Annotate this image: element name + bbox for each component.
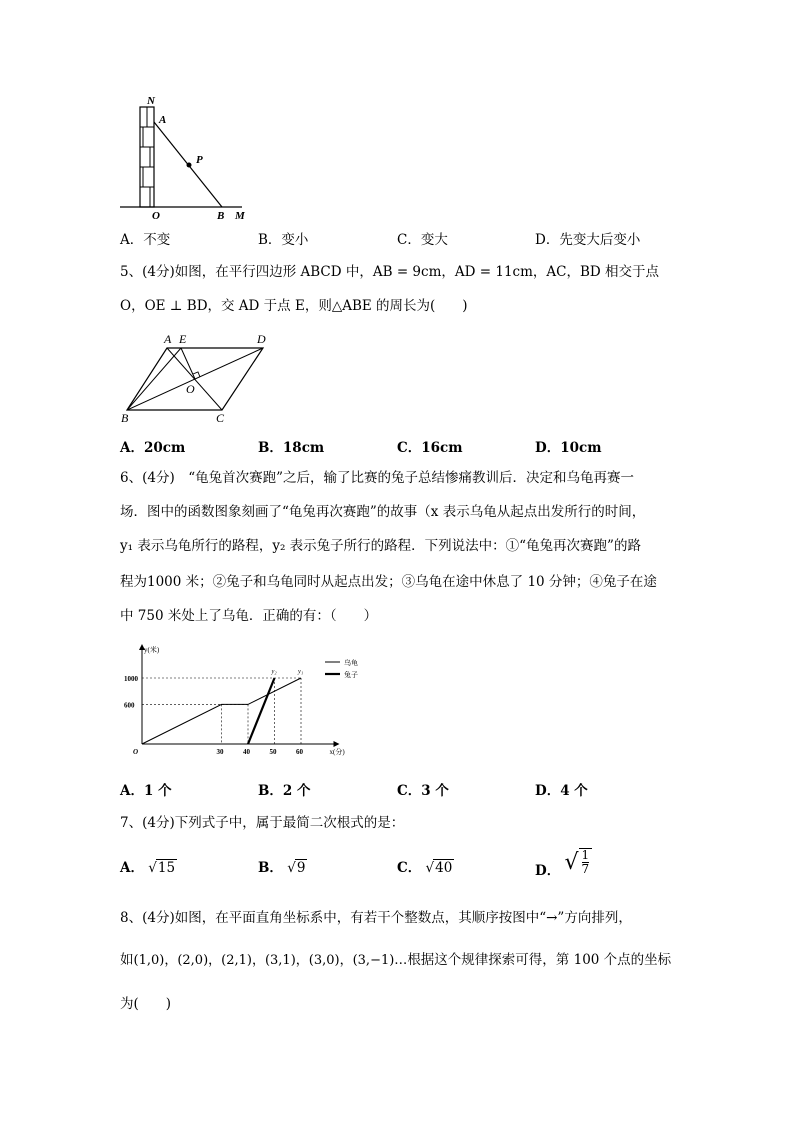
q6-stem-line1: 6、(4分) “龟兔首次赛跑”之后，输了比赛的兔子总结惨痛教训后．决定和乌龟再赛一 — [120, 470, 635, 486]
q7-option-a[interactable]: A． √15 — [120, 860, 176, 876]
series-label-y1: y₁ — [298, 668, 304, 675]
svg-text:O: O — [186, 382, 195, 396]
label-o: O — [152, 210, 160, 222]
series-label-y2: y₂ — [271, 668, 277, 675]
x-tick-50: 50 — [269, 748, 277, 756]
label-p: P — [196, 154, 203, 166]
q4-option-d[interactable]: D．先变大后变小 — [535, 232, 641, 248]
sqrt-symbol: √9 — [287, 860, 306, 876]
x-tick-60: 60 — [296, 748, 303, 756]
x-tick-40: 40 — [243, 748, 250, 756]
q5-option-a[interactable]: A．20cm — [120, 440, 186, 456]
sqrt-fraction: √ — [564, 850, 579, 875]
q6-stem-line3: y₁ 表示乌龟所行的路程，y₂ 表示兔子所行的路程．下列说法中：①“龟兔再次赛跑”的路 — [120, 538, 641, 554]
q7-stem: 7、(4分)下列式子中，属于最简二次根式的是： — [120, 815, 405, 831]
label-a: A — [159, 114, 167, 126]
sqrt-symbol: √15 — [148, 860, 176, 876]
x-axis-arrow — [334, 741, 340, 747]
q4-figure — [110, 92, 260, 222]
sqrt-symbol: √40 — [425, 860, 453, 876]
y-tick-1000: 1000 — [124, 675, 138, 683]
y-tick-600: 600 — [124, 701, 135, 710]
q7-option-c[interactable]: C． √40 — [397, 860, 453, 876]
q8-stem-line2: 如(1,0)，(2,0)，(2,1)，(3,1)，(3,0)，(3,−1)…根据这个规律探索可得，第 100 个点的坐标 — [120, 952, 672, 968]
q4-option-a[interactable]: A．不变 — [120, 232, 171, 248]
legend-label-1: 兔子 — [344, 671, 358, 679]
origin-label: O — [133, 748, 139, 756]
q7-option-d[interactable]: D． √ $\frac{1}{7}$ — [535, 846, 592, 876]
legend-label-0: 乌龟 — [344, 659, 358, 667]
q5-option-b[interactable]: B．18cm — [258, 440, 325, 456]
svg-text:A: A — [164, 332, 172, 346]
q6-option-d[interactable]: D．4 个 — [535, 783, 588, 799]
q4-option-b[interactable]: B．变小 — [258, 232, 309, 248]
q4-option-c[interactable]: C．变大 — [397, 232, 448, 248]
q7-option-b[interactable]: B． √9 — [258, 860, 306, 876]
q5-option-d[interactable]: D．10cm — [535, 440, 602, 456]
label-b: B — [217, 210, 225, 222]
series-y2 — [248, 678, 275, 744]
svg-text:E: E — [179, 332, 187, 346]
label-n: N — [147, 95, 155, 107]
q6-option-a[interactable]: A．1 个 — [120, 783, 172, 799]
q6-stem-line4: 程为1000 米；②兔子和乌龟同时从起点出发；③乌龟在途中休息了 10 分钟；④兔子在途 — [120, 574, 657, 590]
svg-text:C: C — [216, 411, 225, 425]
q8-point-sequence: (1,0)，(2,0)，(2,1)，(3,1)，(3,0)，(3,−1)… — [133, 953, 408, 968]
q5-stem-line1: 5、(4分)如图，在平行四边形 ABCD 中，AB = 9cm，AD = 11cm，AC，BD 相交于点 — [120, 264, 660, 280]
q8-stem-line1: 8、(4分)如图，在平面直角坐标系中，有若干个整数点，其顺序按图中“→”方向排列， — [120, 910, 632, 926]
q8-stem-line3: 为( ) — [120, 996, 172, 1012]
q6-stem-line2: 场．图中的函数图象刻画了“龟兔再次赛跑”的故事（x 表示乌龟从起点出发所行的时间， — [120, 504, 646, 520]
x-tick-30: 30 — [216, 748, 224, 756]
label-m: M — [235, 210, 245, 222]
svg-text:B: B — [121, 411, 129, 425]
q5-stem-line2: O，OE ⊥ BD，交 AD 于点 E，则△ABE 的周长为( ) — [120, 298, 468, 314]
q5-parallelogram-figure — [115, 328, 280, 426]
q6-option-c[interactable]: C．3 个 — [397, 783, 449, 799]
q6-stem-line5: 中 750 米处上了乌龟．正确的有：（ ） — [120, 608, 378, 624]
q6-option-b[interactable]: B．2 个 — [258, 783, 311, 799]
q6-race-chart — [110, 640, 370, 765]
q5-option-c[interactable]: C．16cm — [397, 440, 463, 456]
x-axis-label: x(分) — [329, 748, 345, 756]
svg-text:D: D — [257, 332, 266, 346]
y-axis-label: y(米) — [144, 646, 160, 654]
point-p — [187, 163, 192, 168]
